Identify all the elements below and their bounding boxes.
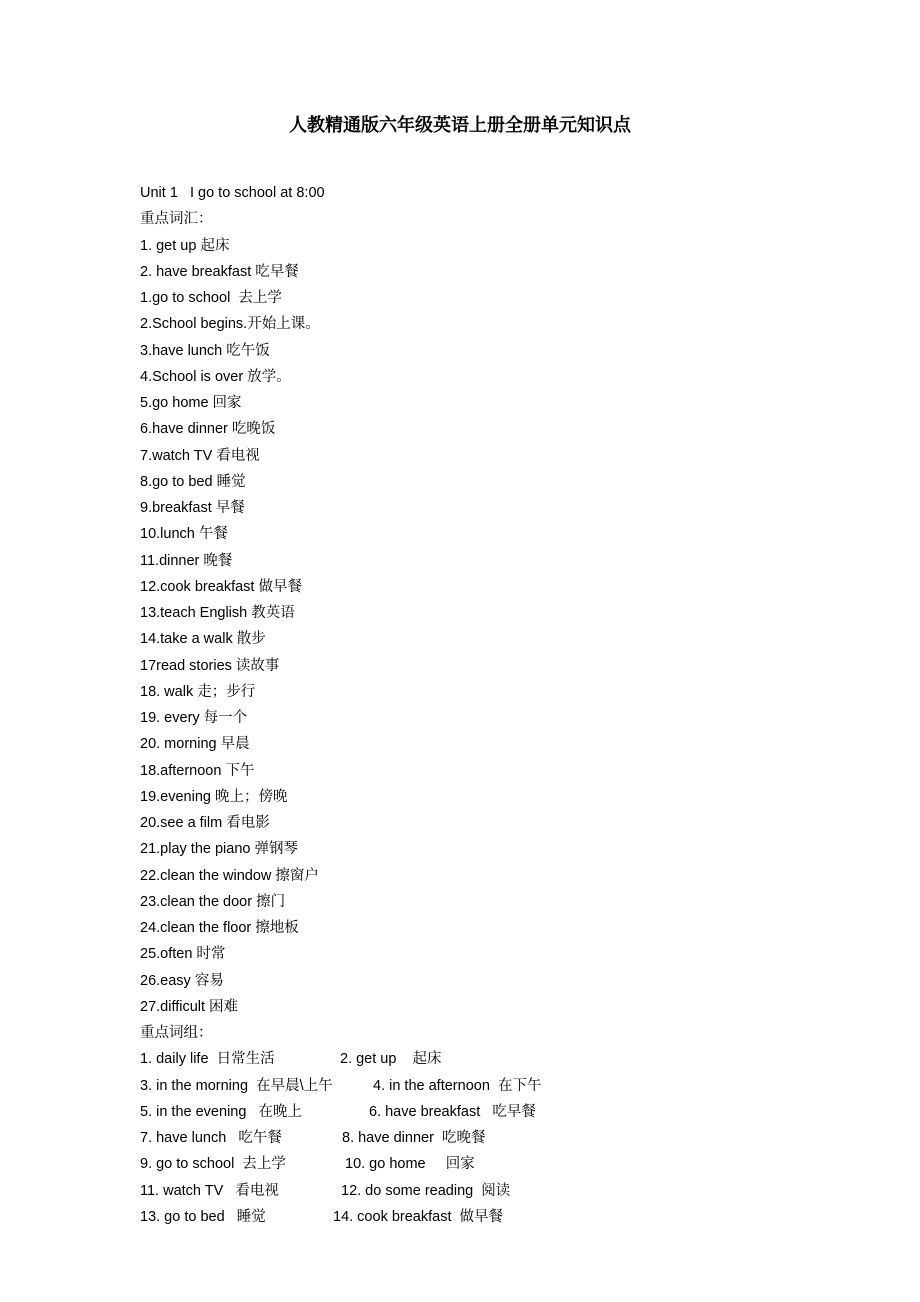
vocab-item: 18. walk 走；步行 (140, 683, 256, 700)
document-body (140, 180, 840, 1230)
vocab-item: 11.dinner 晚餐 (140, 552, 233, 569)
phrase-item: 2. get up 起床 (340, 1051, 442, 1068)
vocab-item: 2. have breakfast 吃早餐 (140, 263, 299, 280)
phrase-row (140, 1204, 840, 1230)
phrase-row (140, 1178, 840, 1204)
vocab-item: 5.go home 回家 (140, 395, 242, 411)
vocab-item: 13.teach English 教英语 (140, 605, 295, 621)
vocab-heading: 重点词汇： (140, 211, 213, 228)
vocab-item: 18.afternoon 下午 (140, 762, 255, 779)
phrases-heading: 重点词组： (140, 1025, 213, 1041)
vocab-item: 9.breakfast 早餐 (140, 500, 245, 516)
phrase-row (140, 1099, 840, 1125)
phrase-item: 9. go to school 去上学 (140, 1156, 286, 1173)
phrase-item: 5. in the evening 在晚上 (140, 1103, 302, 1120)
vocab-item: 4.School is over 放学。 (140, 368, 291, 385)
phrase-item: 1. daily life 日常生活 (140, 1051, 275, 1068)
phrase-row (140, 1125, 840, 1151)
vocab-item: 20.see a film 看电影 (140, 815, 270, 831)
vocab-item: 1.go to school 去上学 (140, 290, 282, 306)
phrase-item: 12. do some reading 阅读 (341, 1182, 511, 1199)
phrase-item: 7. have lunch 吃午餐 (140, 1130, 282, 1146)
phrases-list (140, 1046, 840, 1230)
phrase-item: 3. in the morning 在早晨\上午 (140, 1077, 333, 1094)
vocab-item: 27.difficult 困难 (140, 998, 239, 1015)
vocab-item: 17read stories 读故事 (140, 657, 280, 674)
vocab-item: 21.play the piano 弹钢琴 (140, 841, 298, 858)
phrase-item: 6. have breakfast 吃早餐 (369, 1103, 536, 1120)
vocab-item: 1. get up 起床 (140, 237, 230, 254)
vocab-item: 26.easy 容易 (140, 972, 224, 989)
phrase-item: 11. watch TV 看电视 (140, 1182, 279, 1199)
vocab-item: 8.go to bed 睡觉 (140, 473, 246, 490)
vocab-item: 19. every 每一个 (140, 710, 248, 726)
vocab-item: 25.often 时常 (140, 946, 226, 963)
vocab-item: 24.clean the floor 擦地板 (140, 920, 299, 936)
phrase-item: 13. go to bed 睡觉 (140, 1208, 266, 1225)
vocab-item: 23.clean the door 擦门 (140, 893, 286, 910)
vocab-item: 3.have lunch 吃午饭 (140, 342, 270, 359)
phrase-item: 4. in the afternoon 在下午 (373, 1077, 542, 1094)
vocab-item: 10.lunch 午餐 (140, 526, 228, 543)
vocab-item: 7.watch TV 看电视 (140, 447, 260, 464)
vocab-item: 22.clean the window 擦窗户 (140, 867, 319, 884)
vocab-item: 12.cook breakfast 做早餐 (140, 578, 302, 595)
vocab-item: 20. morning 早晨 (140, 736, 250, 753)
vocab-item: 14.take a walk 散步 (140, 631, 266, 648)
vocab-list (140, 233, 840, 1021)
phrase-row (140, 1046, 840, 1072)
phrase-item: 14. cook breakfast 做早餐 (333, 1208, 504, 1225)
document-title: 人教精通版六年级英语上册全册单元知识点 (289, 115, 631, 135)
phrase-item: 8. have dinner 吃晚餐 (342, 1130, 486, 1146)
unit-heading: Unit 1 I go to school at 8:00 (140, 185, 325, 201)
phrase-row (140, 1151, 840, 1177)
phrase-item: 10. go home 回家 (345, 1156, 475, 1173)
vocab-item: 19.evening 晚上；傍晚 (140, 788, 288, 805)
vocab-item: 2.School begins.开始上课。 (140, 316, 320, 333)
vocab-item: 6.have dinner 吃晚饭 (140, 421, 276, 438)
phrase-row (140, 1073, 840, 1099)
